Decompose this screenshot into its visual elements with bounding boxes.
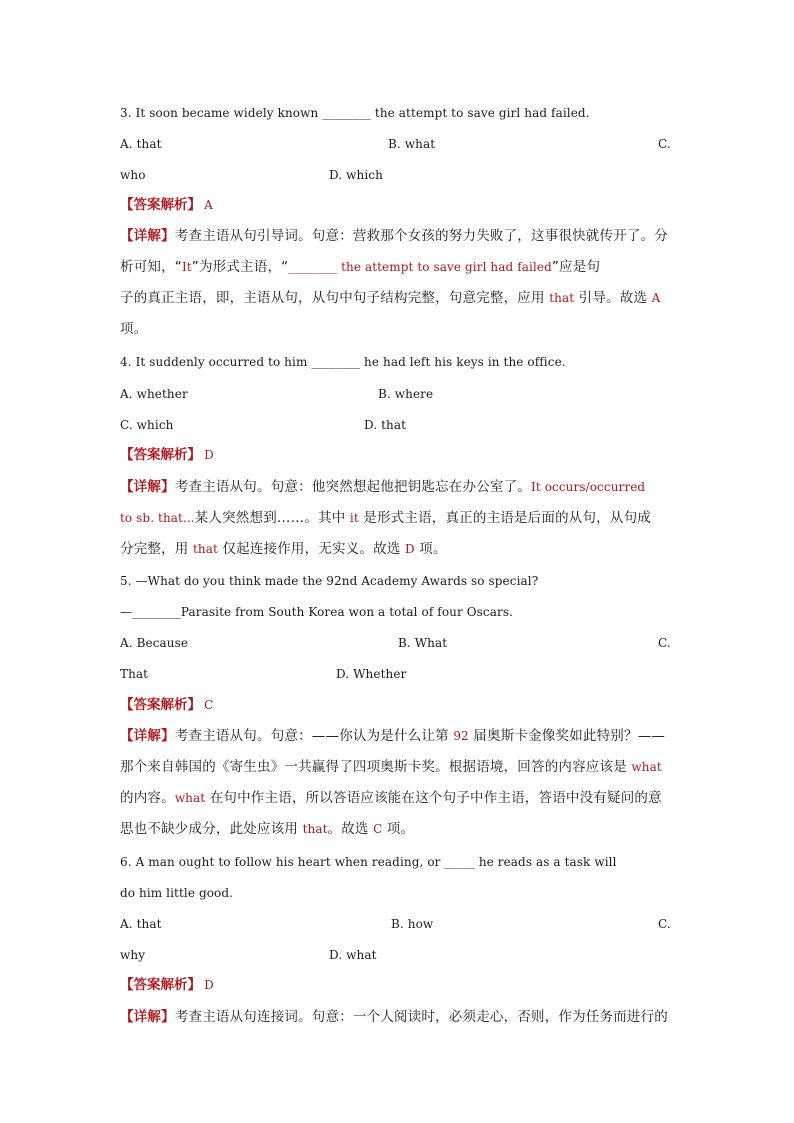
detail-tag: 【详解】 <box>120 728 175 744</box>
answer-value: A <box>204 198 213 212</box>
question-5-detail-l3: 的内容。what 在句中作主语，所以答语应该能在这个句子中作主语，答语中没有疑问的意 <box>120 790 662 806</box>
option-c-label: C. <box>658 137 671 151</box>
question-4-detail-l1: 【详解】考查主语从句。句意：他突然想起他把钥匙忘在办公室了。It occurs/occurred <box>120 479 646 495</box>
question-6-options-row2 <box>120 946 680 964</box>
option-c: C. which <box>120 418 174 432</box>
detail-tag: 【详解】 <box>120 479 175 495</box>
question-3-answer <box>120 196 680 214</box>
answer-value: C <box>204 698 214 712</box>
answer-value: D <box>204 448 214 462</box>
question-4-answer <box>120 446 680 464</box>
question-6-stem-2: do him little good. <box>120 886 234 900</box>
answer-value: D <box>204 978 214 992</box>
question-6-options-row1 <box>120 915 680 933</box>
answer-tag: 【答案解析】 <box>120 197 201 213</box>
option-d: D. which <box>329 168 383 182</box>
option-a: A. whether <box>120 387 188 401</box>
question-4-detail-l2: to sb. that...某人突然想到……。其中 it 是形式主语，真正的主语是后面的从句，从句成 <box>120 510 651 526</box>
option-c-label: C. <box>658 917 671 931</box>
detail-tag: 【详解】 <box>120 1009 175 1025</box>
question-5-detail-l4: 思也不缺少成分，此处应该用 that。故选 C 项。 <box>120 821 415 837</box>
option-a: A. Because <box>120 636 189 650</box>
option-c-word: That <box>120 667 149 681</box>
question-3-detail-l2: 析可知，“It”为形式主语，“________ the attempt to save girl had failed”应是句 <box>120 259 601 275</box>
question-3-options-row2 <box>120 166 680 184</box>
question-5-detail-l1: 【详解】考查主语从句。句意：——你认为是什么让第 92 届奥斯卡金像奖如此特别？—— <box>120 728 666 744</box>
option-d: D. that <box>364 418 407 432</box>
question-5-options-row2 <box>120 665 680 683</box>
question-5-detail-l2: 那个来自韩国的《寄生虫》一共赢得了四项奥斯卡奖。根据语境，回答的内容应该是 what <box>120 759 662 775</box>
question-6-detail-l1: 【详解】考查主语从句连接词。句意：一个人阅读时，必须走心，否则，作为任务而进行的 <box>120 1009 669 1025</box>
option-b: B. What <box>398 636 448 650</box>
question-3-detail-l1: 【详解】考查主语从句引导词。句意：营救那个女孩的努力失败了，这事很快就传开了。分 <box>120 228 669 244</box>
option-c-label: C. <box>658 636 671 650</box>
question-3-detail-l3: 子的真正主语，即，主语从句，从句中句子结构完整，句意完整，应用 that 引导。故选 A <box>120 290 661 306</box>
question-4-options-row1 <box>120 385 680 403</box>
question-6-stem-1: 6. A man ought to follow his heart when reading, or _____ he reads as a task will <box>120 855 617 869</box>
question-3-detail-l4: 项。 <box>120 321 148 337</box>
answer-tag: 【答案解析】 <box>120 447 201 463</box>
question-5-options-row1 <box>120 634 680 652</box>
answer-tag: 【答案解析】 <box>120 977 201 993</box>
option-c-word: who <box>120 168 146 182</box>
question-3-stem: 3. It soon became widely known ________ the attempt to save girl had failed. <box>120 106 590 120</box>
question-3-options-row1 <box>120 135 680 153</box>
option-d: D. what <box>329 948 377 962</box>
detail-tag: 【详解】 <box>120 228 175 244</box>
option-c-word: why <box>120 948 146 962</box>
question-5-stem-1: 5. —What do you think made the 92nd Academy Awards so special? <box>120 574 539 588</box>
question-5-answer <box>120 696 680 714</box>
option-a: A. that <box>120 137 162 151</box>
question-6-answer <box>120 976 680 994</box>
option-b: B. where <box>378 387 434 401</box>
answer-tag: 【答案解析】 <box>120 697 201 713</box>
option-a: A. that <box>120 917 162 931</box>
question-4-options-row2 <box>120 416 680 434</box>
option-d: D. Whether <box>336 667 407 681</box>
question-4-stem: 4. It suddenly occurred to him ________ he had left his keys in the office. <box>120 355 566 369</box>
question-4-detail-l3: 分完整，用 that 仅起连接作用，无实义。故选 D 项。 <box>120 541 447 557</box>
option-b: B. how <box>391 917 434 931</box>
question-5-stem-2: —________Parasite from South Korea won a total of four Oscars. <box>120 605 514 619</box>
option-b: B. what <box>388 137 436 151</box>
